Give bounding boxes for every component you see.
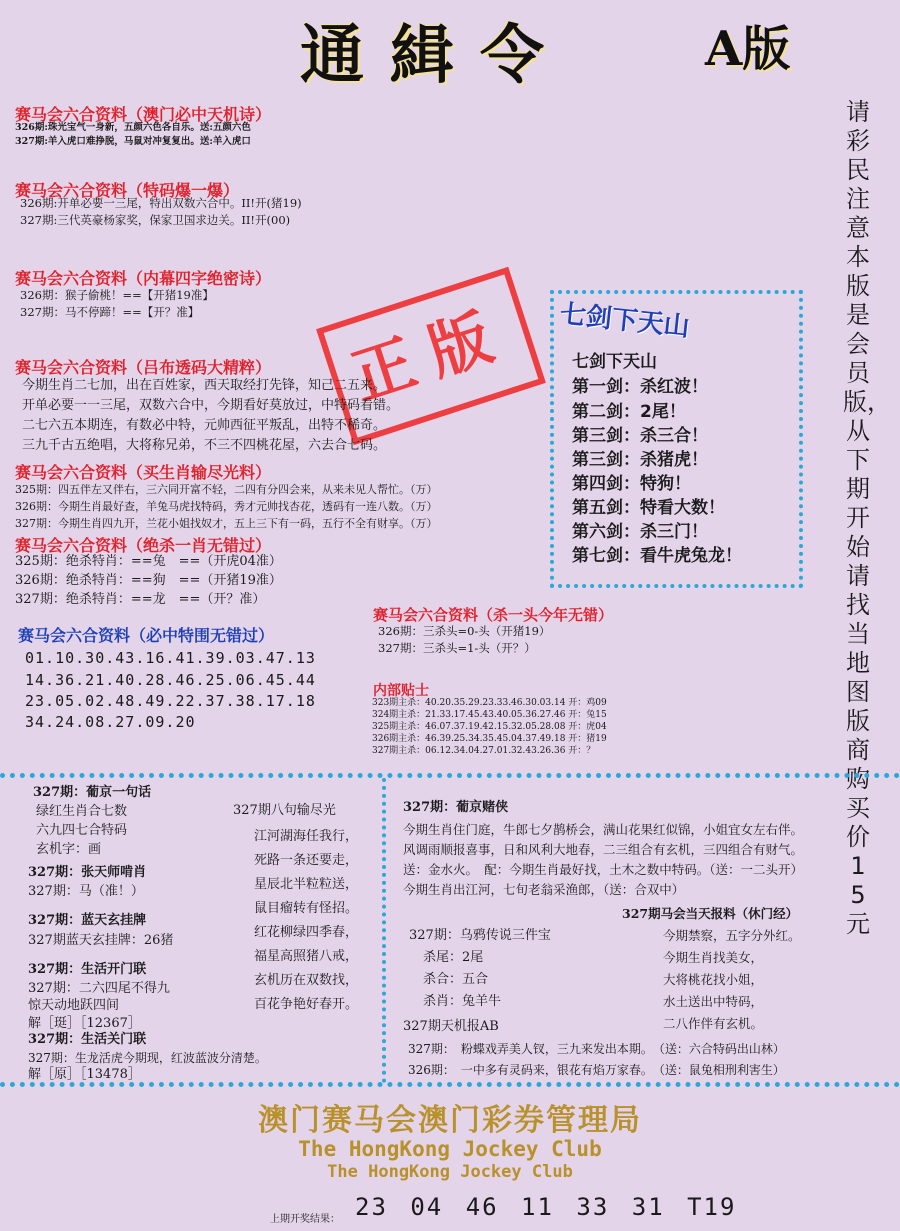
bl-line: 玄机字：画 — [36, 842, 102, 857]
horse-report-line: 今期禁察，五字分外红。 — [663, 928, 801, 943]
bl-line: 327期：二六四尾不得九 — [28, 981, 170, 996]
section-title-4: 赛马会六合资料（吕布透码大精粹） — [15, 358, 272, 377]
sword-line: 第二剑：2尾！ — [572, 402, 686, 422]
bl-line: 327期：葡京一句话 — [33, 785, 152, 800]
poem-line: 福星高照猪八戒， — [254, 949, 359, 964]
sec6-line: 327期：绝杀特肖：==龙 ==（开？准） — [15, 592, 266, 607]
genuine-stamp: 正版 — [316, 267, 546, 445]
bl-line: 六九四七合特码 — [36, 823, 128, 838]
section-title-9: 内部贴士 — [373, 683, 429, 699]
horse-report-line: 今期生肖找美女， — [663, 950, 764, 965]
bl-line: 327期：蓝天玄挂牌 — [28, 913, 147, 928]
sec2-line: 326期:开单必要一三尾，特出双数六合中。II!开(猪19) — [20, 196, 302, 210]
section-title-7: 赛马会六合资料（必中特围无错过） — [18, 626, 275, 645]
sword-line: 第一剑：杀红波！ — [572, 377, 708, 397]
poem-line: 星辰北半粒粒送， — [254, 877, 359, 892]
number-row: 01.10.30.43.16.41.39.03.47.13 — [25, 649, 316, 667]
result-label: 上期开奖结果： — [270, 1214, 340, 1225]
sec4-line: 今期生肖二七加，出在百姓家，西天取经打先锋，知己二五来。 — [22, 378, 387, 393]
crow-line: 杀合：五合 — [423, 972, 489, 987]
bl-line: 327期：马（准！） — [28, 884, 144, 899]
tip-line: 326期主杀：46.39.25.34.35.45.04.37.49.18 开：猪19 — [372, 734, 607, 744]
divider-vertical — [382, 778, 386, 1083]
section-title-3: 赛马会六合资料（内幕四字绝密诗） — [15, 269, 272, 288]
section-title-1: 赛马会六合资料（澳门必中天机诗） — [15, 105, 272, 124]
sec3-line: 326期：猴子偷桃！==【开猪19准】 — [20, 288, 214, 302]
number-row: 23.05.02.48.49.22.37.38.17.18 — [25, 692, 316, 710]
bl-line: 惊天动地跃四间 — [28, 998, 120, 1013]
horse-report-line: 水土送出中特码， — [663, 994, 764, 1009]
sec5-line: 327期：今期生肖四九开，兰花小姐找奴才，五上三下有一码，五行不全有财享。（万） — [15, 517, 438, 530]
bl-line: 解［珽］［12367］ — [28, 1016, 141, 1031]
tip-line: 327期主杀：06.12.34.04.27.01.32.43.26.36 开：？ — [372, 746, 596, 756]
crow-title: 327期：乌鸦传说三件宝 — [409, 928, 551, 943]
section-title-8: 赛马会六合资料（杀一头今年无错） — [373, 606, 614, 624]
tip-line: 325期主杀：46.07.37.19.42.15.32.05.28.08 开：虎04 — [372, 722, 607, 732]
tianji-line: 327期： 粉蝶戏弄美人钗，三九来发出本期。 （送：六合特码出山林） — [408, 1042, 785, 1056]
footer-org-en-2: The HongKong Jockey Club — [327, 1162, 573, 1182]
horse-report-line: 二八作伴有玄机。 — [663, 1016, 764, 1031]
sec4-line: 开单必要一一三尾，双数六合中，今期看好莫放过，中特码看错。 — [22, 398, 400, 413]
poem-line: 死路一条还要走， — [254, 853, 359, 868]
sec3-line: 327期：马不停蹄！==【开？准】 — [20, 305, 200, 319]
crow-line: 杀肖：兔羊牛 — [423, 994, 502, 1009]
section-title-5: 赛马会六合资料（买生肖输尽光料） — [15, 463, 272, 482]
gambler-line: 风调雨顺报喜事，日和风利大地春，二三组合有玄机，三四组合有财气。 — [403, 842, 804, 857]
gambler-line: 今期生肖出江河，七旬老翁采渔郎，（送：合双中） — [403, 882, 685, 897]
sec4-line: 三九千古五绝唱，大将称兄弟，不三不四桃花屋，六去合七码。 — [22, 438, 387, 453]
poem-line: 红花柳绿四季春， — [254, 925, 359, 940]
gambler-line: 今期生肖住门庭，牛郎七夕鹊桥会，满山花果红似锦，小姐宜女左右伴。 — [403, 822, 804, 837]
sec1-line: 326期:珠光宝气一身新，五颜六色各自乐。送:五颜六色 — [15, 122, 251, 133]
gambler-title: 327期：葡京赌侠 — [403, 800, 509, 815]
sec6-line: 325期：绝杀特肖：==兔 ==（开虎04准） — [15, 554, 282, 569]
divider-top — [0, 773, 900, 778]
number-row: 34.24.08.27.09.20 — [25, 713, 196, 731]
gambler-line: 送：金水火。 配：今期生肖最好找，土木之数中特码。（送：一二头开） — [403, 862, 804, 877]
sword-line: 七剑下天山 — [572, 352, 657, 372]
horse-report-line: 大将桃花找小姐， — [663, 972, 764, 987]
sword-line: 第三剑：杀三合！ — [572, 426, 708, 446]
bl-line: 绿红生肖合七数 — [36, 804, 128, 819]
tip-line: 324期主杀：21.33.17.45.43.40.05.36.27.46 开：兔15 — [372, 710, 607, 720]
tip-line: 323期主杀：40.20.35.29.23.33.46.30.03.14 开：鸡09 — [372, 698, 607, 708]
tianji-line: 326期： 一中多有灵码来，银花有焰万家春。 （送：鼠兔相刑利害生） — [408, 1063, 785, 1077]
sec5-line: 326期：今期生肖最好查，羊兔马虎找特码，秀才元帅找杏花，透码有一连八数。（万） — [15, 500, 438, 513]
footer-org-en: The HongKong Jockey Club — [298, 1137, 602, 1161]
bl-line: 327期：张天师啃肖 — [28, 865, 147, 880]
section-title-6: 赛马会六合资料（绝杀一肖无错过） — [15, 536, 272, 555]
sec4-line: 二七六五本期连，有数必中特，元帅西征平叛乱，出特不稀奇。 — [22, 418, 387, 433]
footer-org-cn: 澳门赛马会澳门彩券管理局 — [258, 1103, 642, 1138]
result-numbers: 23 04 46 11 33 31 T19 — [355, 1193, 737, 1221]
bl-line: 解［原］［13478］ — [28, 1067, 141, 1082]
sec8-line: 327期：三杀头=1-头（开？） — [378, 641, 536, 655]
crow-line: 杀尾：2尾 — [423, 950, 484, 965]
bl-line: 327期：生活关门联 — [28, 1032, 147, 1047]
sword-line: 第七剑：看牛虎兔龙！ — [572, 546, 742, 566]
page-title: 通緝令 — [300, 19, 570, 93]
number-row: 14.36.21.40.28.46.25.06.45.44 — [25, 671, 316, 689]
sec5-line: 325期：四五伴左又伴右，三六同开富不轻，二四有分四会来，从来未见人帮忙。（万） — [15, 483, 438, 496]
vertical-notice: 请彩民注意本版是会员版，从下期开始请找当地图版商购买价15元 — [843, 98, 891, 938]
sec2-line: 327期:三代英豪杨家奖，保家卫国求边关。II!开(00) — [20, 213, 291, 227]
seven-swords-title: 七剑下天山 — [558, 299, 691, 343]
poem-line: 鼠目瘤转有怪招。 — [254, 901, 359, 916]
edition-label: A版 — [705, 21, 791, 77]
poem-title: 327期八句输尽光 — [233, 803, 336, 818]
poem-line: 玄机历在双数找， — [254, 973, 359, 988]
sword-line: 第三剑：杀猪虎！ — [572, 450, 708, 470]
bl-line: 327期：生龙活虎今期现，红波蓝波分清楚。 — [28, 1051, 267, 1065]
sec1-line: 327期:羊入虎口难挣脱，马鼠对冲复复出。送:羊入虎口 — [15, 136, 251, 147]
poem-line: 江河湖海任我行， — [254, 829, 359, 844]
horse-report-title: 327期马会当天报料（休门经） — [622, 906, 799, 921]
sec8-line: 326期：三杀头=0-头（开猪19） — [378, 624, 551, 638]
bl-line: 327期：生活开门联 — [28, 962, 147, 977]
sword-line: 第五剑：特看大数！ — [572, 498, 725, 518]
sword-line: 第六剑：杀三门！ — [572, 522, 708, 542]
section-title-2: 赛马会六合资料（特码爆一爆） — [15, 181, 240, 200]
bl-line: 327期蓝天玄挂牌：26猪 — [28, 933, 174, 948]
sword-line: 第四剑：特狗！ — [572, 474, 691, 494]
sec6-line: 326期：绝杀特肖：==狗 ==（开猪19准） — [15, 573, 282, 588]
poem-line: 百花争艳好春开。 — [254, 997, 359, 1012]
tianji-title: 327期天机报AB — [403, 1019, 499, 1034]
